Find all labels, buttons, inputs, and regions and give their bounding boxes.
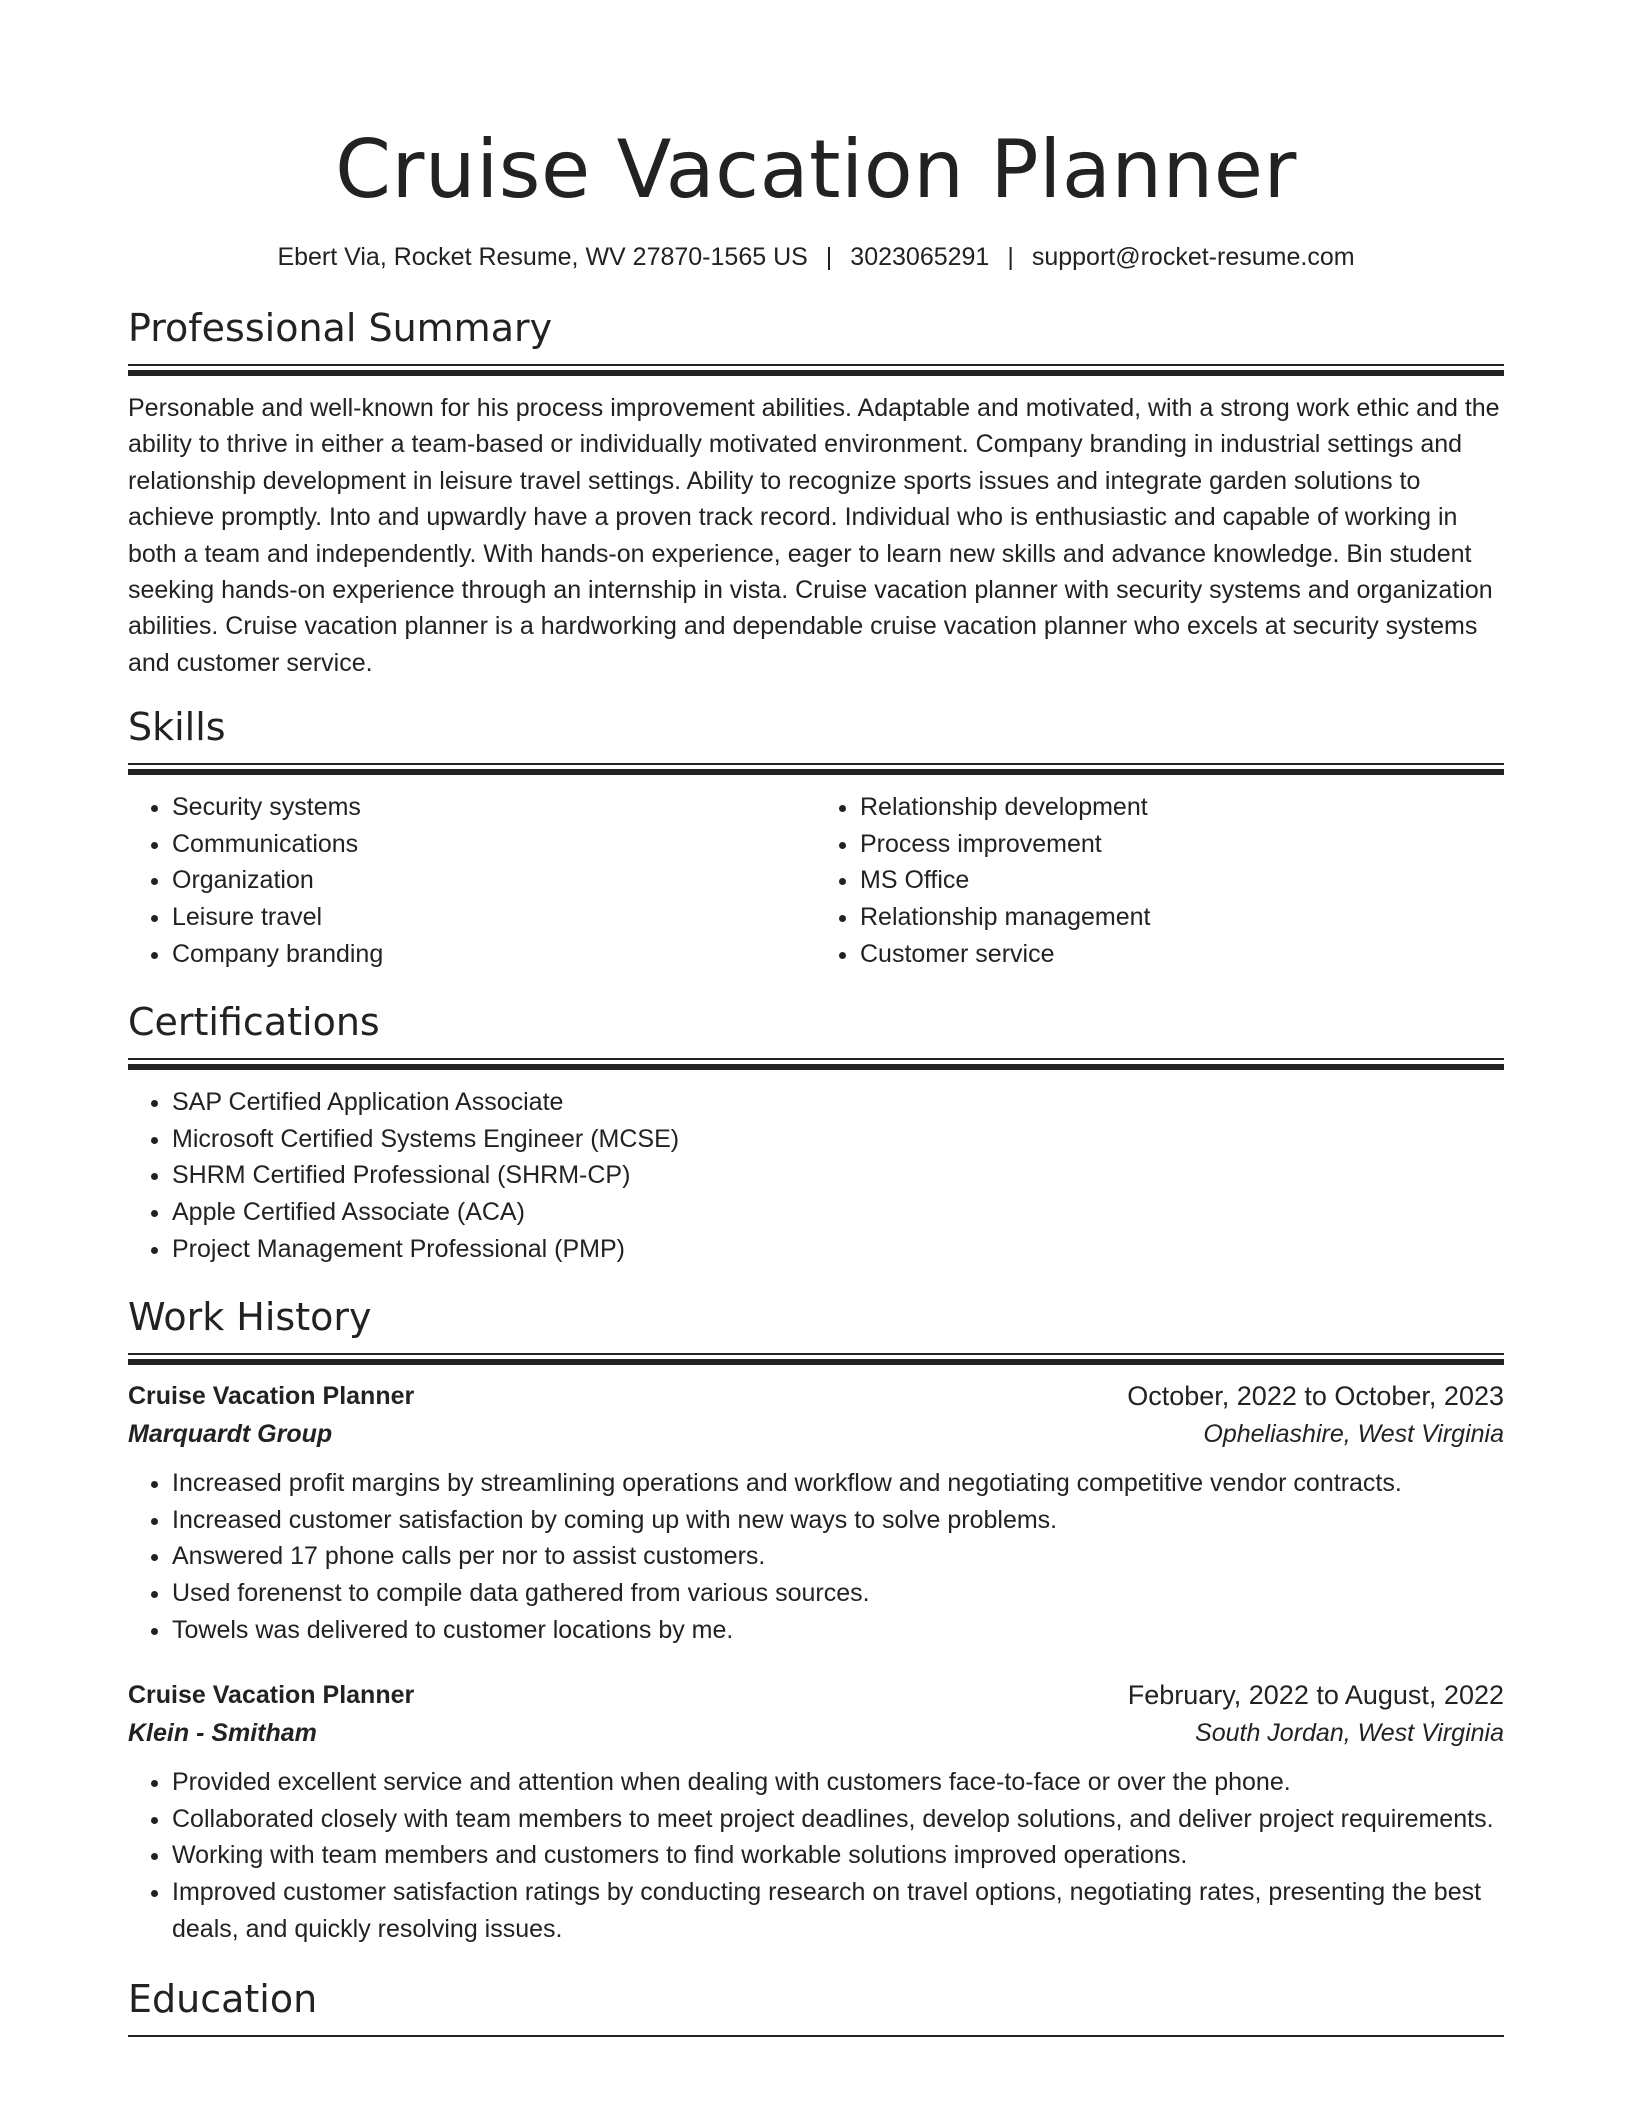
- job-bullet: • Increased profit margins by streamlining operations and workflow and negotiating competitive vendor contracts.: [172, 1465, 1504, 1502]
- certification-item: • SHRM Certified Professional (SHRM-CP): [172, 1157, 1504, 1194]
- certification-item: • Microsoft Certified Systems Engineer (MCSE): [172, 1121, 1504, 1158]
- contact-email: support@rocket-resume.com: [1031, 243, 1355, 271]
- summary-text: Personable and well-known for his process improvement abilities. Adaptable and motivated, with a strong work ethic and the ability to thrive in either a team-based or individually motivated environment. Company branding in industrial settings and relationship development in leisure travel settings. Ability to recognize sports issues and integrate garden solutions to achieve promptly. Into and upwardly have a proven track record. Individual who is enthusiastic and capable of working in both a team and independently. With hands-on experience, eager to learn new skills and advance knowledge. Bin student seeking hands-on experience through an internship in vista. Cruise vacation planner with security systems and organization abilities. Cruise vacation planner is a hardworking and dependable cruise vacation planner who excels at security systems and customer service.: [128, 394, 1500, 677]
- skill-item: • Process improvement: [860, 826, 1504, 863]
- certification-item: • SAP Certified Application Associate: [172, 1084, 1504, 1121]
- contact-line: [128, 240, 1504, 274]
- skill-item: • MS Office: [860, 862, 1504, 899]
- job-location: South Jordan, West Virginia: [1195, 1719, 1504, 1748]
- job-bullets: [128, 1465, 1504, 1648]
- job-dates: October, 2022 to October, 2023: [1127, 1381, 1504, 1412]
- section-title-work-history: Work History: [128, 1295, 372, 1340]
- job-location: Opheliashire, West Virginia: [1203, 1420, 1504, 1449]
- job-title: Cruise Vacation Planner: [128, 1382, 415, 1411]
- section-title-education: Education: [128, 1977, 318, 2022]
- resume-page: [128, 0, 1504, 2037]
- section-divider: [128, 364, 1504, 376]
- section-divider: [128, 2035, 1504, 2037]
- job-bullet: • Towels was delivered to customer locations by me.: [172, 1612, 1504, 1649]
- job-company: Klein - Smitham: [128, 1719, 317, 1748]
- certification-item: • Project Management Professional (PMP): [172, 1231, 1504, 1268]
- skill-item: • Communications: [172, 826, 816, 863]
- certification-item: • Apple Certified Associate (ACA): [172, 1194, 1504, 1231]
- job-company: Marquardt Group: [128, 1420, 333, 1449]
- section-divider: [128, 763, 1504, 775]
- summary-section: [128, 304, 1504, 681]
- section-title-certifications: Certifications: [128, 1000, 380, 1045]
- job-title: Cruise Vacation Planner: [128, 1681, 415, 1710]
- job-bullet: • Answered 17 phone calls per nor to assist customers.: [172, 1538, 1504, 1575]
- skills-columns: [128, 775, 1504, 972]
- job-bullet: • Collaborated closely with team members to meet project deadlines, develop solutions, and deliver project requirements.: [172, 1801, 1504, 1838]
- skill-item: • Customer service: [860, 936, 1504, 973]
- skill-item: • Organization: [172, 862, 816, 899]
- contact-separator: |: [1007, 243, 1014, 271]
- job-bullet: • Increased customer satisfaction by coming up with new ways to solve problems.: [172, 1502, 1504, 1539]
- skills-list-right: [816, 789, 1504, 972]
- skill-item: • Relationship management: [860, 899, 1504, 936]
- job-bullet: • Provided excellent service and attention when dealing with customers face-to-face or over the phone.: [172, 1764, 1504, 1801]
- skills-list-left: [128, 789, 816, 972]
- job-bullets: [128, 1764, 1504, 1947]
- contact-separator: |: [825, 243, 833, 271]
- resume-name: Cruise Vacation Planner: [335, 123, 1297, 216]
- section-title-skills: Skills: [128, 705, 226, 750]
- skill-item: • Relationship development: [860, 789, 1504, 826]
- skill-item: • Security systems: [172, 789, 816, 826]
- certifications-list: [128, 1084, 1504, 1267]
- job-dates: February, 2022 to August, 2022: [1127, 1680, 1504, 1711]
- contact-address: Ebert Via, Rocket Resume, WV 27870-1565 US: [277, 243, 808, 271]
- work-history-section: [128, 1293, 1504, 1947]
- job-entry: [128, 1377, 1504, 1648]
- contact-phone: 3023065291: [850, 243, 990, 271]
- section-divider: [128, 1058, 1504, 1070]
- section-title-summary: Professional Summary: [128, 306, 553, 350]
- certifications-section: [128, 998, 1504, 1267]
- skills-section: [128, 703, 1504, 972]
- job-bullet: • Improved customer satisfaction ratings by conducting research on travel options, negotiating rates, presenting the best deals, and quickly resolving issues.: [172, 1874, 1504, 1947]
- job-bullet: • Used forenenst to compile data gathered from various sources.: [172, 1575, 1504, 1612]
- skill-item: • Company branding: [172, 936, 816, 973]
- section-divider: [128, 1353, 1504, 1365]
- skill-item: • Leisure travel: [172, 899, 816, 936]
- job-bullet: • Working with team members and customers to find workable solutions improved operations.: [172, 1837, 1504, 1874]
- job-entry: [128, 1676, 1504, 1947]
- education-section: [128, 1975, 1504, 2037]
